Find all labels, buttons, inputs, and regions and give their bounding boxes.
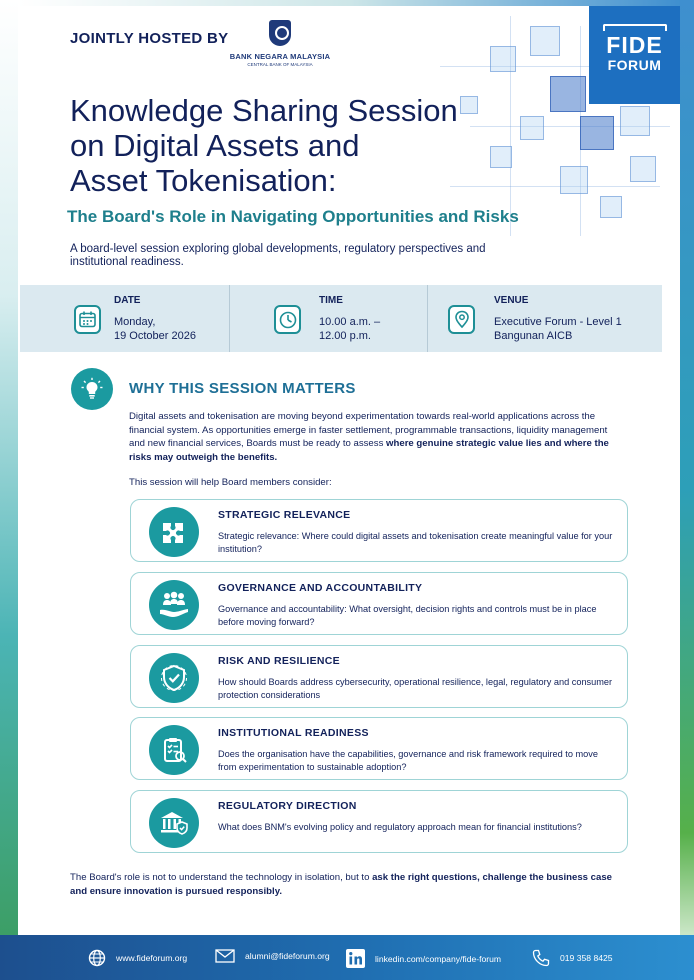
footer-email[interactable] (215, 949, 330, 963)
left-decorative-stripe (0, 0, 18, 980)
time-label: TIME (319, 295, 343, 306)
date-line-1: Monday, (114, 316, 156, 328)
info-divider (229, 285, 230, 352)
title-line-1: Knowledge Sharing Session (70, 93, 458, 128)
why-body-bold: where genuine strategic value lies and where the risks may outweigh the benefits. (129, 438, 609, 463)
website-text: www.fideforum.org (116, 953, 188, 963)
why-body-plain: Digital assets and tokenisation are moving beyond experimentation towards real-world applications across the financial system. As opportunities emerge in faster settlement, programmable transactions, liquidity management and new financial services, Boards must be ready to assess (129, 411, 608, 449)
card-title: INSTITUTIONAL READINESS (218, 727, 369, 739)
event-info-bar (20, 285, 662, 352)
clock-icon (274, 305, 301, 334)
people-hand-icon (149, 580, 199, 630)
forum-logo-text: FORUM (607, 57, 662, 73)
card-description: Does the organisation have the capabilities, governance and risk framework required to move from experimentation to sustainable adoption? (218, 749, 598, 772)
venue-label: VENUE (494, 295, 529, 306)
location-pin-icon (448, 305, 475, 334)
card-regulatory-direction (130, 790, 628, 853)
why-body-text (129, 410, 615, 464)
footer-website[interactable] (88, 949, 187, 967)
card-description: Governance and accountability: What oversight, decision rights and controls must be in place before moving forward? (218, 604, 597, 627)
footer-phone[interactable] (532, 949, 613, 967)
linkedin-icon (346, 949, 365, 968)
phone-icon (532, 949, 550, 967)
card-title: STRATEGIC RELEVANCE (218, 509, 351, 521)
time-line-2: 12.00 p.m. (319, 330, 371, 342)
time-line-1: 10.00 a.m. – (319, 316, 381, 328)
venue-value (494, 315, 622, 343)
card-title: RISK AND RESILIENCE (218, 655, 340, 667)
bnm-crest-icon (269, 20, 291, 46)
card-governance-accountability (130, 572, 628, 635)
lightbulb-icon (71, 368, 113, 410)
card-risk-resilience (130, 645, 628, 708)
bank-icon (149, 798, 199, 848)
right-decorative-stripe (680, 0, 694, 980)
title-line-2: on Digital Assets and (70, 128, 360, 163)
venue-line-2: Bangunan AICB (494, 330, 573, 342)
globe-icon (88, 949, 106, 967)
closing-bold: ask the right questions, challenge the business case and ensure innovation is pursued responsibly. (70, 872, 613, 897)
footer-bar (0, 935, 694, 980)
date-line-2: 19 October 2026 (114, 330, 196, 342)
closing-statement (70, 871, 630, 899)
linkedin-text: linkedin.com/company/fide-forum (375, 953, 502, 964)
page-title (70, 93, 510, 198)
card-description: Strategic relevance: Where could digital assets and tokenisation create meaningful value for your institution? (218, 531, 613, 554)
card-description: What does BNM's evolving policy and regulatory approach mean for financial institutions? (218, 822, 582, 832)
title-line-3: Asset Tokenisation: (70, 163, 337, 198)
shield-icon (149, 653, 199, 703)
card-title: REGULATORY DIRECTION (218, 800, 357, 812)
venue-line-1: Executive Forum - Level 1 (494, 316, 622, 328)
jointly-hosted-label: JOINTLY HOSTED BY (70, 30, 229, 47)
closing-plain: The Board's role is not to understand the technology in isolation, but to (70, 872, 373, 883)
fide-roof-icon (603, 24, 667, 31)
puzzle-icon (149, 507, 199, 557)
footer-linkedin[interactable] (346, 949, 501, 968)
email-text: alumni@fideforum.org (245, 951, 330, 961)
calendar-icon (74, 305, 101, 334)
time-value (319, 315, 380, 343)
consider-intro: This session will help Board members consider: (129, 477, 332, 488)
fide-forum-logo (589, 6, 680, 104)
phone-text: 019 358 8425 (560, 953, 613, 963)
mail-icon (215, 949, 235, 963)
bnm-name: BANK NEGARA MALAYSIA (229, 52, 331, 61)
card-description: How should Boards address cybersecurity, operational resilience, legal, regulatory and consumer protection considerations (218, 677, 613, 700)
info-divider (427, 285, 428, 352)
fide-logo-text: FIDE (606, 32, 663, 58)
why-session-matters-heading: WHY THIS SESSION MATTERS (129, 380, 356, 397)
date-value (114, 315, 196, 343)
checklist-icon (149, 725, 199, 775)
bnm-logo (228, 20, 332, 67)
bnm-subtitle: CENTRAL BANK OF MALAYSIA (247, 62, 313, 67)
intro-text: A board-level session exploring global developments, regulatory perspectives and institutional readiness. (70, 243, 486, 268)
card-title: GOVERNANCE AND ACCOUNTABILITY (218, 582, 423, 594)
card-strategic-relevance (130, 499, 628, 562)
page-subtitle: The Board's Role in Navigating Opportunities and Risks (67, 207, 519, 226)
card-institutional-readiness (130, 717, 628, 780)
date-label: DATE (114, 295, 141, 306)
